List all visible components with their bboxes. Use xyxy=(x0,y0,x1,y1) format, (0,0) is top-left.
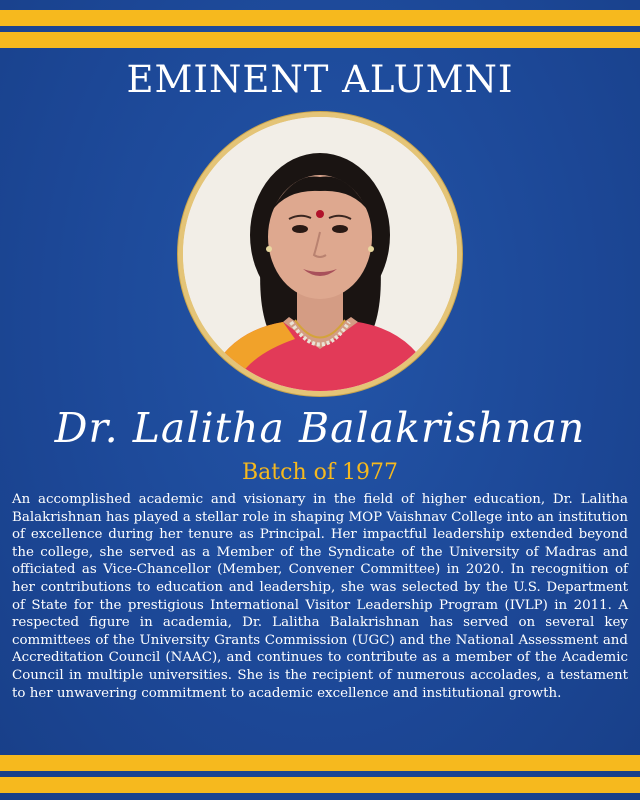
bottom-gold-stripe xyxy=(0,755,640,771)
bottom-gold-stripe-2 xyxy=(0,777,640,793)
poster-heading: EMINENT ALUMNI xyxy=(126,58,514,101)
portrait-frame xyxy=(178,112,462,396)
top-gold-stripe xyxy=(0,10,640,26)
alumna-name: Dr. Lalitha Balakrishnan xyxy=(54,404,586,452)
portrait-photo xyxy=(183,117,457,391)
biography-text: An accomplished academic and visionary in the field of higher education, Dr. Lalitha Balakrishnan has played a stellar role in shaping MOP Vaishnav College into an institution of excellence during her tenure as Principal. Her impactful leadership extended beyond the college, she served as a Member of the Syndicate of the University of Madras and officiated as Vice-Chancellor (Member, Convener Committee) in 2020. In recognition of her contributions to education and leadership, she was selected by the U.S. Department of State for the prestigious International Visitor Leadership Program (IVLP) in 2011. A respected figure in academia, Dr. Lalitha Balakrishnan has served on several key committees of the University Grants Commission (UGC) and the National Assessment and Accreditation Council (NAAC), and continues to contribute as a member of the Academic Council in multiple universities. She is the recipient of numerous accolades, a testament to her unwavering commitment to academic excellence and institutional growth. xyxy=(12,492,628,701)
batch-year: Batch of 1977 xyxy=(242,460,398,485)
top-gold-stripe-2 xyxy=(0,32,640,48)
